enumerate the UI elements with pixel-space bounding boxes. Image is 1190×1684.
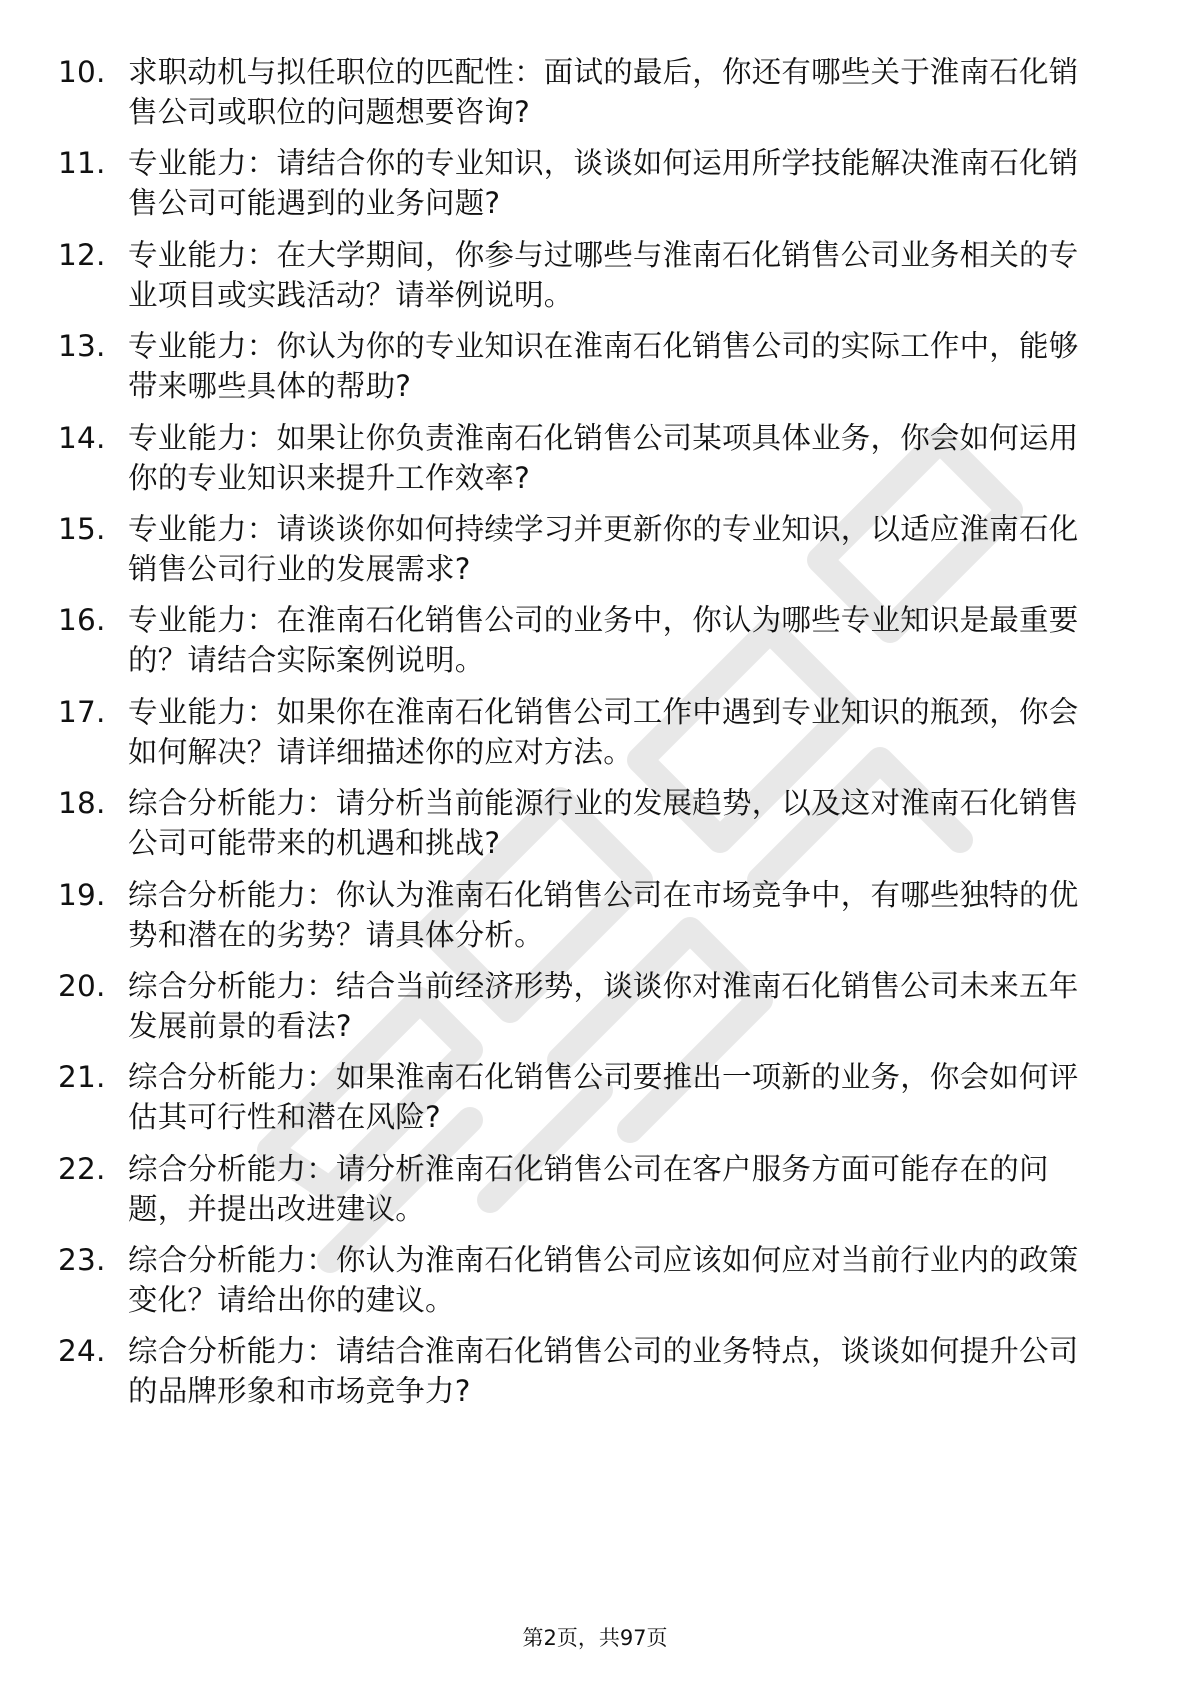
question-number: 14. bbox=[58, 420, 106, 455]
question-item bbox=[0, 509, 1190, 589]
question-text: 专业能力：如果让你负责淮南石化销售公司某项具体业务，你会如何运用你的专业知识来提升工作效率? bbox=[128, 420, 1079, 495]
question-text: 专业能力：请谈谈你如何持续学习并更新你的专业知识，以适应淮南石化销售公司行业的发展需求? bbox=[128, 511, 1079, 586]
question-number: 19. bbox=[58, 877, 106, 912]
question-number: 20. bbox=[58, 968, 106, 1003]
question-item bbox=[0, 966, 1190, 1046]
question-number: 22. bbox=[58, 1151, 106, 1186]
question-number: 16. bbox=[58, 603, 106, 638]
question-item bbox=[0, 692, 1190, 772]
question-item bbox=[0, 52, 1190, 132]
question-number: 12. bbox=[58, 237, 106, 272]
question-number: 11. bbox=[58, 146, 106, 181]
question-item bbox=[0, 143, 1190, 223]
question-list bbox=[0, 52, 1190, 1423]
page-footer: 第2页，共97页 bbox=[522, 1626, 668, 1650]
question-number: 21. bbox=[58, 1060, 106, 1095]
question-text: 综合分析能力：请结合淮南石化销售公司的业务特点，谈谈如何提升公司的品牌形象和市场竞争力? bbox=[128, 1334, 1079, 1409]
question-text: 专业能力：如果你在淮南石化销售公司工作中遇到专业知识的瓶颈，你会如何解决？请详细描述你的应对方法。 bbox=[128, 694, 1079, 769]
question-text: 综合分析能力：你认为淮南石化销售公司在市场竞争中，有哪些独特的优势和潜在的劣势？请具体分析。 bbox=[128, 877, 1079, 952]
question-number: 24. bbox=[58, 1334, 106, 1369]
question-item bbox=[0, 1057, 1190, 1137]
question-number: 10. bbox=[58, 55, 106, 89]
question-text: 综合分析能力：你认为淮南石化销售公司应该如何应对当前行业内的政策变化？请给出你的建议。 bbox=[128, 1243, 1079, 1318]
question-item bbox=[0, 1149, 1190, 1229]
question-text: 专业能力：请结合你的专业知识，谈谈如何运用所学技能解决淮南石化销售公司可能遇到的业务问题? bbox=[128, 146, 1079, 221]
question-item bbox=[0, 783, 1190, 863]
question-text: 综合分析能力：请分析当前能源行业的发展趋势，以及这对淮南石化销售公司可能带来的机遇和挑战? bbox=[128, 786, 1079, 861]
question-item bbox=[0, 418, 1190, 498]
question-item bbox=[0, 1331, 1190, 1411]
question-text: 专业能力：你认为你的专业知识在淮南石化销售公司的实际工作中，能够带来哪些具体的帮助? bbox=[128, 329, 1079, 404]
question-item bbox=[0, 235, 1190, 315]
question-number: 17. bbox=[58, 694, 106, 729]
question-number: 18. bbox=[58, 786, 106, 821]
question-number: 23. bbox=[58, 1243, 106, 1278]
question-text: 综合分析能力：如果淮南石化销售公司要推出一项新的业务，你会如何评估其可行性和潜在风险? bbox=[128, 1060, 1079, 1135]
question-text: 专业能力：在淮南石化销售公司的业务中，你认为哪些专业知识是最重要的？请结合实际案例说明。 bbox=[128, 603, 1079, 678]
question-item bbox=[0, 600, 1190, 680]
question-text: 综合分析能力：结合当前经济形势，谈谈你对淮南石化销售公司未来五年发展前景的看法? bbox=[128, 968, 1079, 1043]
question-item bbox=[0, 1240, 1190, 1320]
question-text: 专业能力：在大学期间，你参与过哪些与淮南石化销售公司业务相关的专业项目或实践活动？请举例说明。 bbox=[128, 237, 1079, 312]
question-item bbox=[0, 875, 1190, 955]
question-text: 综合分析能力：请分析淮南石化销售公司在客户服务方面可能存在的问题，并提出改进建议。 bbox=[128, 1151, 1049, 1226]
question-text: 求职动机与拟任职位的匹配性：面试的最后，你还有哪些关于淮南石化销售公司或职位的问题想要咨询? bbox=[128, 55, 1079, 129]
question-number: 13. bbox=[58, 329, 106, 364]
question-number: 15. bbox=[58, 511, 106, 546]
question-item bbox=[0, 326, 1190, 406]
